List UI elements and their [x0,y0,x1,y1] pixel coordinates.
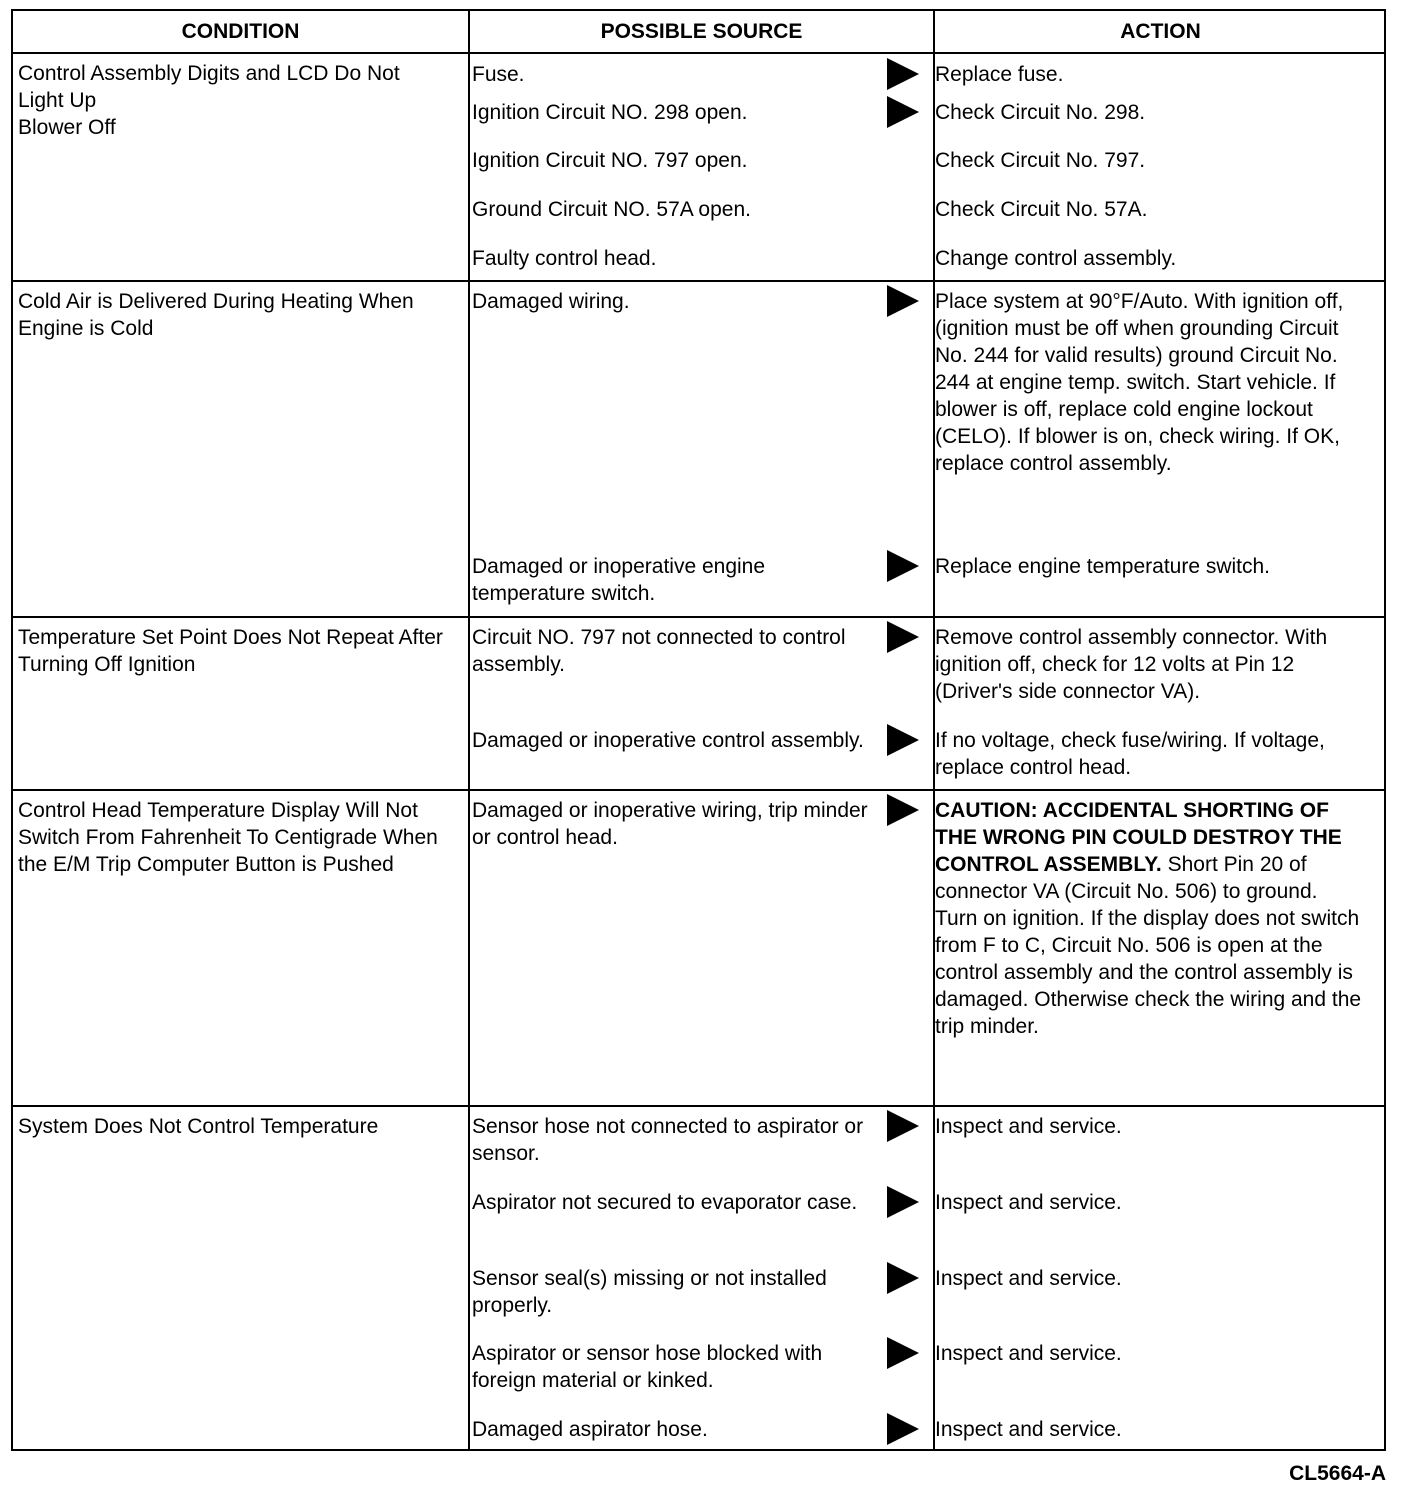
arrow-right-icon [887,794,919,826]
row-divider [13,616,1384,618]
header-action: ACTION [1120,20,1201,43]
action-text: If no voltage, check fuse/wiring. If voltage, replace control head. [935,729,1325,779]
action-text: Remove control assembly connector. With ignition off, check for 12 volts at Pin 12 (Driver's side connector VA). [935,626,1328,703]
possible-source: Circuit NO. 797 not connected to control assembly. [472,626,846,676]
possible-source: Ignition Circuit NO. 797 open. [472,149,748,172]
row-divider [13,280,1384,282]
possible-source: Sensor hose not connected to aspirator or sensor. [472,1115,864,1165]
caution-text: CAUTION: ACCIDENTAL SHORTING OF THE WRONG PIN COULD DESTROY THE CONTROL ASSEMBLY. [935,799,1342,876]
action-text: Inspect and service. [935,1267,1122,1290]
action-text: Replace fuse. [935,63,1064,86]
column-divider [468,11,470,1449]
arrow-right-icon [887,621,919,653]
condition-cell: Temperature Set Point Does Not Repeat After Turning Off Ignition [18,626,443,676]
possible-source: Ignition Circuit NO. 298 open. [472,101,748,124]
possible-source: Damaged aspirator hose. [472,1418,708,1441]
action-text: Check Circuit No. 298. [935,101,1146,124]
arrow-right-icon [887,285,919,317]
action-text: Check Circuit No. 57A. [935,198,1148,221]
condition-cell: Cold Air is Delivered During Heating When Engine is Cold [18,290,414,340]
condition-cell: Control Assembly Digits and LCD Do Not Light Up Blower Off [18,62,400,139]
possible-source: Damaged or inoperative engine temperature switch. [472,555,766,605]
possible-source: Damaged or inoperative control assembly. [472,729,864,752]
possible-source: Damaged wiring. [472,290,630,313]
arrow-right-icon [887,724,919,756]
possible-source: Fuse. [472,63,525,86]
action-text: Inspect and service. [935,1342,1122,1365]
condition-cell: Control Head Temperature Display Will Not Switch From Fahrenheit To Centigrade When the E/M Trip Computer Button is Pushed [18,799,438,876]
action-text: Check Circuit No. 797. [935,149,1146,172]
action-text: Change control assembly. [935,247,1177,270]
action-text [935,797,1365,1040]
arrow-right-icon [887,1262,919,1294]
condition-cell: System Does Not Control Temperature [18,1115,379,1138]
header-possible-source: POSSIBLE SOURCE [600,20,803,43]
row-divider [13,789,1384,791]
possible-source: Damaged or inoperative wiring, trip minder or control head. [472,799,868,849]
action-text: Inspect and service. [935,1115,1122,1138]
possible-source: Sensor seal(s) missing or not installed properly. [472,1267,827,1317]
possible-source: Aspirator not secured to evaporator case. [472,1191,858,1214]
action-instructions: Short Pin 20 of connector VA (Circuit No. 506) to ground. Turn on ignition. If the display does not switch from F to C, Circuit No. 506 is open at the control assembly and the control assembly is damaged. Otherwise check the wiring and the trip minder. [935,853,1362,1038]
row-divider [13,1105,1384,1107]
arrow-right-icon [887,1413,919,1445]
action-text: Replace engine temperature switch. [935,555,1271,578]
action-text: Inspect and service. [935,1418,1122,1441]
arrow-right-icon [887,1337,919,1369]
arrow-right-icon [887,1110,919,1142]
figure-code: CL5664-A [1289,1462,1386,1485]
action-text: Inspect and service. [935,1191,1122,1214]
possible-source: Aspirator or sensor hose blocked with foreign material or kinked. [472,1342,823,1392]
action-text: Place system at 90°F/Auto. With ignition off, (ignition must be off when grounding Circuit No. 244 for valid results) ground Circuit No. 244 at engine temp. switch. Start vehicle. If blower is off, replace cold engine lockout (CELO). If blower is on, check wiring. If OK, replace control assembly. [935,290,1344,475]
arrow-right-icon [887,96,919,128]
header-condition: CONDITION [181,20,300,43]
arrow-right-icon [887,550,919,582]
possible-source: Ground Circuit NO. 57A open. [472,198,751,221]
possible-source: Faulty control head. [472,247,657,270]
arrow-right-icon [887,1186,919,1218]
arrow-right-icon [887,58,919,90]
row-divider [13,52,1384,54]
